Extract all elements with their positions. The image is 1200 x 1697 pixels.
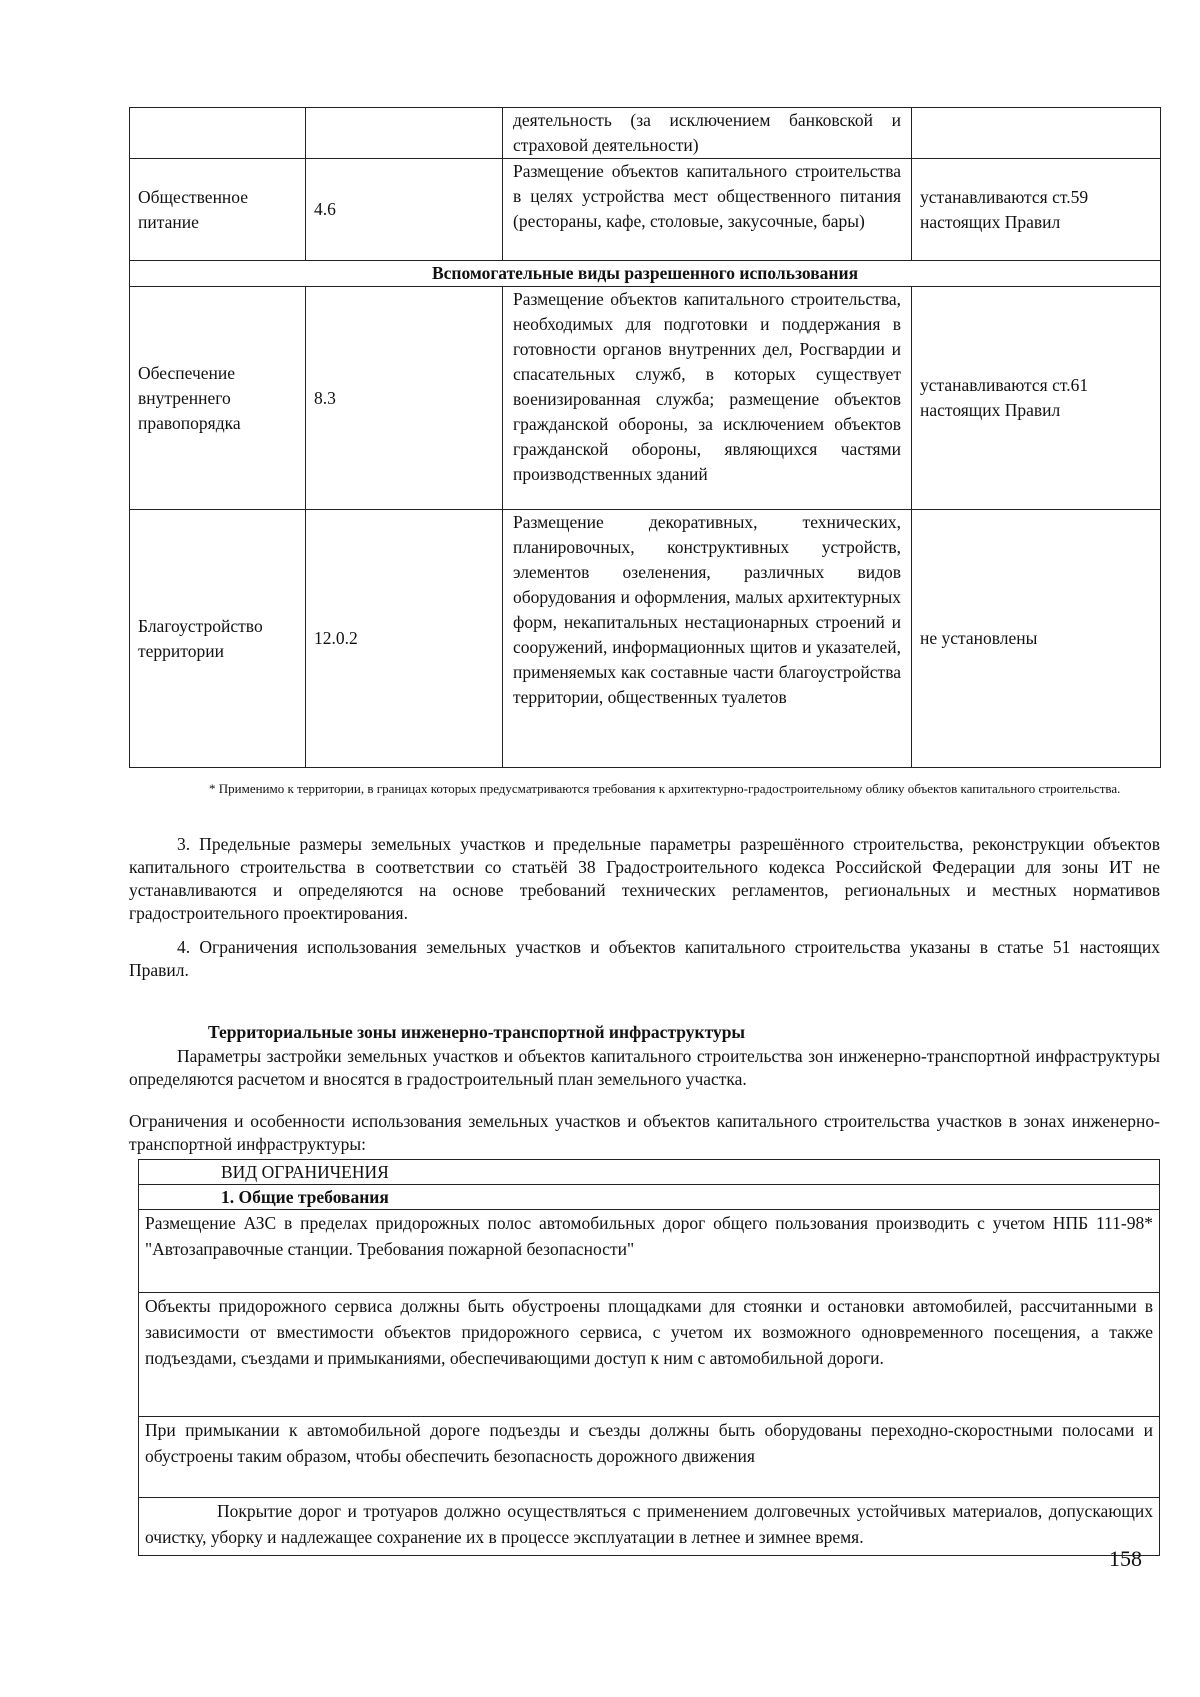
footnote: * Применимо к территории, в границах которых предусматриваются требования к архитектурно-градостроительному облику объектов капитального строительства. (209, 781, 1121, 796)
restriction-text: Покрытие дорог и тротуаров должно осуществляться с применением долговечных устойчивых материалов, допускающих очистку, уборку и надлежащее сохранение их в процессе эксплуатации в летнее и зимнее время. (139, 1498, 1160, 1556)
restrictions-header: ВИД ОГРАНИЧЕНИЯ (139, 1160, 1160, 1185)
use-description-cell: Размещение декоративных, технических, планировочных, конструктивных устройств, элементов озеленения, различных видов оборудования и оформления, малых архитектурных форм, некапитальных нестационарных строений и сооружений, информационных щитов и указателей, применяемых как составные части благоустройства территории, общественных туалетов (503, 510, 912, 768)
use-params-cell: не установлены (912, 510, 1161, 768)
paragraph-3: 3. Предельные размеры земельных участков и предельные параметры разрешённого строительства, реконструкции объектов капитального строительства в соответствии со статьёй 38 Градостроительного кодекса Российской Федерации для зоны ИТ не устанавливаются и определяются на основе требований технических регламентов, региональных и местных нормативов градостроительного проектирования. (129, 834, 1160, 923)
table-row (139, 1185, 1160, 1210)
table-row (130, 159, 1161, 261)
use-description-cell: Размещение объектов капитального строительства в целях устройства мест общественного питания (рестораны, кафе, столовые, закусочные, бары) (503, 159, 912, 261)
use-code-cell: 12.0.2 (306, 510, 503, 768)
use-description-cell: деятельность (за исключением банковской и страховой деятельности) (503, 108, 912, 159)
zone-paragraph: Параметры застройки земельных участков и объектов капитального строительства зон инженерно-транспортной инфраструктуры определяются расчетом и вносятся в градостроительный план земельного участка. (129, 1046, 1160, 1089)
restriction-text: При примыкании к автомобильной дороге подъезды и съезды должны быть оборудованы переходно-скоростными полосами и обустроены таким образом, чтобы обеспечить безопасность дорожного движения (139, 1417, 1160, 1498)
use-code-cell (306, 108, 503, 159)
use-description-cell: Размещение объектов капитального строительства, необходимых для подготовки и поддержания в готовности органов внутренних дел, Росгвардии и спасательных служб, в которых существует военизированная служба; размещение объектов гражданской обороны, за исключением объектов гражданской обороны, являющихся частями производственных зданий (503, 287, 912, 510)
use-params-cell: устанавливаются ст.61 настоящих Правил (912, 287, 1161, 510)
paragraph-4: 4. Ограничения использования земельных участков и объектов капитального строительства указаны в статье 51 настоящих Правил. (129, 937, 1160, 980)
use-name-cell: Благоустройство территории (130, 510, 306, 768)
use-name-cell: Общественное питание (130, 159, 306, 261)
table-row (130, 108, 1161, 159)
restrictions-intro: Ограничения и особенности использования земельных участков и объектов капитального строительства участков в зонах инженерно-транспортной инфраструктуры: (129, 1111, 1160, 1154)
table-row (139, 1210, 1160, 1293)
general-requirements-header: 1. Общие требования (139, 1185, 1160, 1210)
table-row (139, 1417, 1160, 1498)
page-number: 158 (1109, 1546, 1142, 1571)
use-params-cell (912, 108, 1161, 159)
zone-heading: Территориальные зоны инженерно-транспортной инфраструктуры (208, 1022, 746, 1042)
table-row (139, 1293, 1160, 1417)
section-header-row (130, 261, 1161, 287)
restrictions-table (138, 1159, 1160, 1556)
table-row (130, 287, 1161, 510)
restriction-text: Размещение АЗС в пределах придорожных полос автомобильных дорог общего пользования производить с учетом НПБ 111-98* "Автозаправочные станции. Требования пожарной безопасности" (139, 1210, 1160, 1293)
table-row (139, 1160, 1160, 1185)
use-code-cell: 8.3 (306, 287, 503, 510)
use-name-cell: Обеспечение внутреннего правопорядка (130, 287, 306, 510)
land-use-table (129, 107, 1161, 768)
restriction-text: Объекты придорожного сервиса должны быть обустроены площадками для стоянки и остановки автомобилей, рассчитанными в зависимости от вместимости объектов придорожного сервиса, с учетом их возможного одновременного посещения, а также подъездами, съездами и примыканиями, обеспечивающими доступ к ним с автомобильной дороги. (139, 1293, 1160, 1417)
use-code-cell: 4.6 (306, 159, 503, 261)
use-name-cell (130, 108, 306, 159)
section-header: Вспомогательные виды разрешенного использования (130, 261, 1161, 287)
table-row (139, 1498, 1160, 1556)
table-row (130, 510, 1161, 768)
use-params-cell: устанавливаются ст.59 настоящих Правил (912, 159, 1161, 261)
